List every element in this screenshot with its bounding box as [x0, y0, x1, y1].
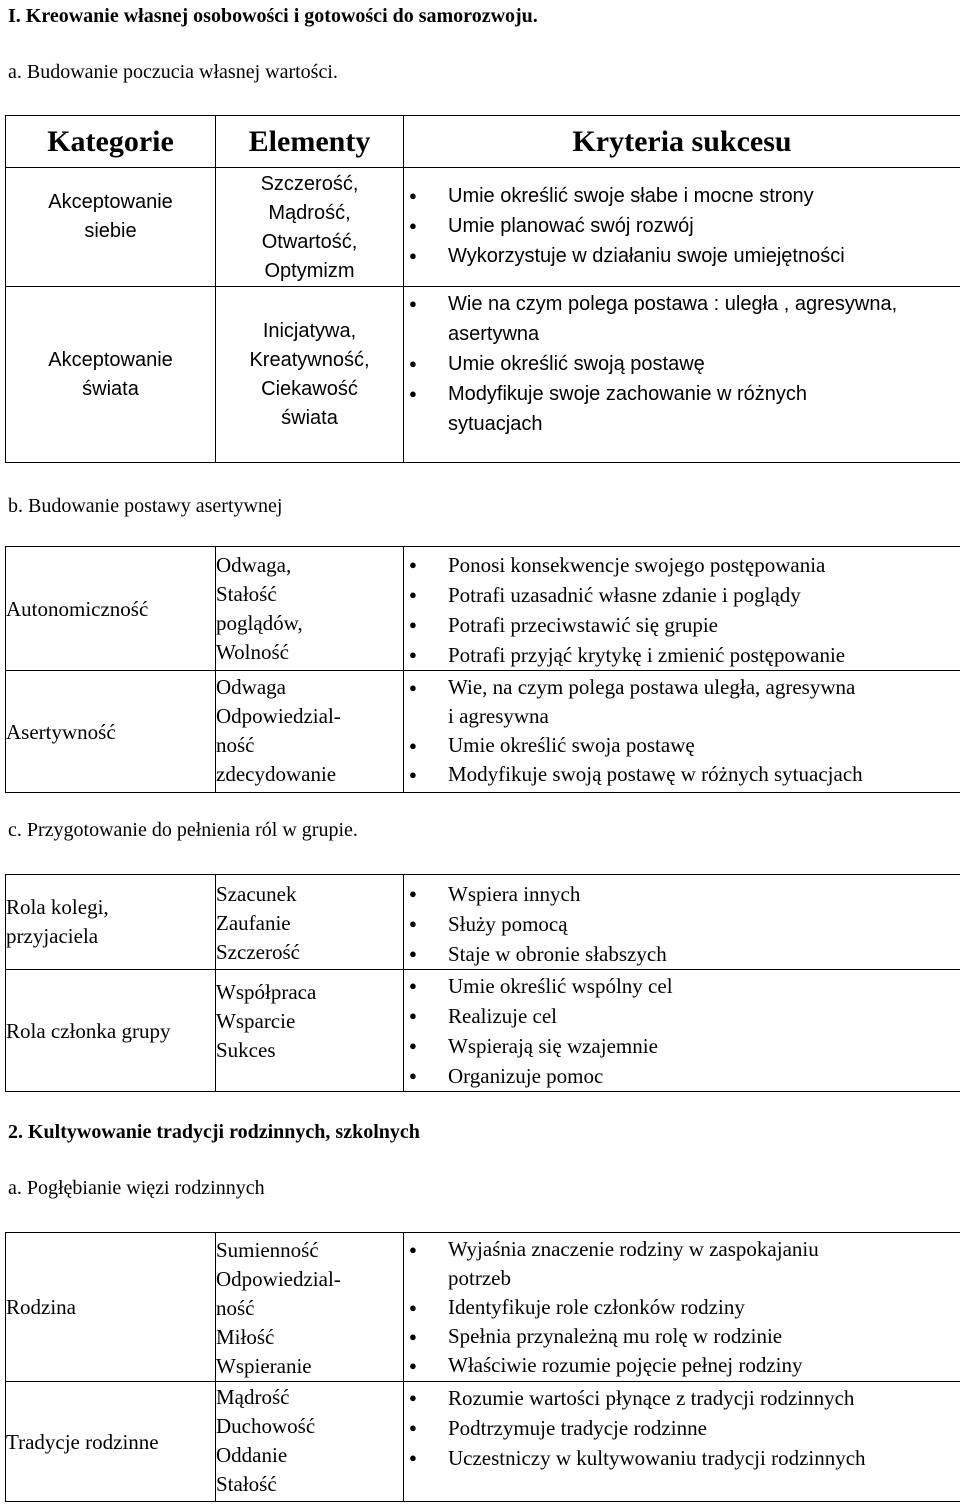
criteria-text: potrzeb — [448, 1266, 511, 1290]
element-line: Miłość — [216, 1325, 275, 1349]
section-subtitle-2a: a. Pogłębianie więzi rodzinnych — [8, 1177, 265, 1199]
category-line: Rola kolegi, — [6, 895, 109, 919]
criteria-item — [404, 379, 960, 439]
criteria-text: ● Wie, na czym polega postawa uległa, agresywna — [448, 675, 856, 699]
criteria-text: ● Realizuje cel — [448, 1004, 558, 1028]
criteria-item — [404, 1293, 960, 1322]
section-title-1b: b. Budowanie postawy asertywnej — [8, 495, 283, 517]
table-header-row — [6, 116, 960, 168]
criteria-text: ● Wykorzystuje w działaniu swoje umiejętności — [448, 245, 845, 267]
criteria-text: ● Potrafi przeciwstawić się grupie — [448, 613, 718, 637]
criteria-text: ● Wspierają się wzajemnie — [448, 1034, 658, 1058]
category-line: Rodzina — [6, 1295, 76, 1319]
element-line: Wspieranie — [216, 1354, 312, 1378]
elements-cell — [216, 970, 404, 1092]
category-cell — [6, 287, 216, 463]
criteria-item — [404, 349, 960, 379]
criteria-item — [404, 610, 960, 640]
table-self-worth — [5, 115, 960, 463]
category-line: Akceptowanie — [48, 348, 173, 371]
element-line: ność — [216, 1296, 255, 1320]
criteria-item — [404, 1235, 960, 1293]
element-line: Sukces — [216, 1038, 276, 1062]
element-line: Sumienność — [216, 1238, 319, 1262]
criteria-text: ● Organizuje pomoc — [448, 1064, 604, 1088]
element-line: Stałość — [216, 1472, 277, 1496]
element-line: Otwartość, — [261, 231, 358, 253]
criteria-text: ● Umie określić wspólny cel — [448, 974, 673, 998]
element-line: Szczerość — [216, 940, 300, 964]
criteria-cell — [404, 547, 960, 671]
criteria-text: ● Podtrzymuje tradycje rodzinne — [448, 1416, 707, 1440]
element-line: Mądrość — [216, 1385, 290, 1409]
criteria-item — [404, 580, 960, 610]
elements-cell — [216, 875, 404, 970]
element-line: Inicjatywa, — [262, 319, 357, 342]
table-assertiveness — [5, 546, 960, 793]
criteria-text: ● Uczestniczy w kultywowaniu tradycji rodzinnych — [448, 1446, 866, 1470]
criteria-text: ● Ponosi konsekwencje swojego postępowania — [448, 553, 826, 577]
elements-cell — [216, 1382, 404, 1502]
element-line: Odpowiedzial- — [216, 1267, 341, 1291]
element-line: świata — [281, 406, 338, 429]
criteria-item — [404, 1322, 960, 1351]
criteria-item — [404, 550, 960, 580]
element-line: Odpowiedzial- — [216, 704, 341, 728]
section-title-1c: c. Przygotowanie do pełnienia ról w grupie. — [8, 819, 358, 841]
elements-cell — [216, 287, 404, 463]
elements-cell — [216, 671, 404, 793]
section-title-2: 2. Kultywowanie tradycji rodzinnych, szkolnych — [8, 1121, 420, 1143]
element-line: Optymizm — [264, 260, 355, 282]
table-row — [6, 1233, 960, 1382]
criteria-text: ● Umie określić swoja postawę — [448, 733, 695, 757]
element-line: Odwaga — [216, 675, 286, 699]
criteria-item — [404, 1383, 960, 1413]
category-cell — [6, 1382, 216, 1502]
header-elementy: Elementy — [216, 116, 404, 168]
criteria-item — [404, 1413, 960, 1443]
criteria-text: ● Właściwie rozumie pojęcie pełnej rodziny — [448, 1353, 803, 1377]
criteria-text: asertywna — [448, 323, 540, 345]
category-line: Rola członka grupy — [6, 1018, 171, 1043]
criteria-cell — [404, 875, 960, 970]
criteria-text: ● Służy pomocą — [448, 912, 568, 936]
category-line: przyjaciela — [6, 924, 99, 948]
table-family-ties — [5, 1232, 960, 1502]
element-line: Oddanie — [216, 1443, 288, 1467]
criteria-item — [404, 241, 960, 271]
criteria-cell — [404, 970, 960, 1092]
element-line: zdecydowanie — [216, 762, 337, 786]
criteria-text: i agresywna — [448, 704, 549, 728]
criteria-text: ● Wspiera innych — [448, 882, 581, 906]
elements-cell — [216, 168, 404, 287]
criteria-text: ● Wyjaśnia znaczenie rodziny w zaspokajaniu — [448, 1237, 819, 1261]
criteria-cell — [404, 168, 960, 287]
criteria-text: ● Potrafi przyjąć krytykę i zmienić postępowanie — [448, 643, 846, 667]
category-line: Asertywność — [6, 719, 116, 744]
category-cell — [6, 875, 216, 970]
criteria-text: sytuacjach — [448, 413, 543, 435]
category-cell — [6, 970, 216, 1092]
table-row — [6, 1382, 960, 1502]
category-line: siebie — [84, 220, 137, 242]
criteria-item — [404, 909, 960, 939]
criteria-item — [404, 1001, 960, 1031]
criteria-text: ● Modyfikuje swoje zachowanie w różnych — [448, 383, 808, 405]
element-line: Kreatywność, — [249, 348, 370, 371]
category-cell — [6, 547, 216, 671]
category-line: Tradycje rodzinne — [6, 1429, 159, 1454]
criteria-item — [404, 1061, 960, 1091]
table-row — [6, 287, 960, 463]
header-kategorie: Kategorie — [6, 116, 216, 168]
criteria-item — [404, 1443, 960, 1473]
criteria-item — [404, 939, 960, 969]
element-line: Szacunek — [216, 882, 297, 906]
criteria-item — [404, 289, 960, 349]
criteria-item — [404, 971, 960, 1001]
table-row — [6, 168, 960, 287]
criteria-text: ● Modyfikuje swoją postawę w różnych sytuacjach — [448, 762, 863, 786]
element-line: Duchowość — [216, 1414, 316, 1438]
element-line: Odwaga, — [216, 553, 292, 577]
elements-cell — [216, 547, 404, 671]
criteria-text: ● Wie na czym polega postawa : uległa , agresywna, — [448, 293, 898, 315]
criteria-text: ● Spełnia przynależną mu rolę w rodzinie — [448, 1324, 783, 1348]
category-cell — [6, 671, 216, 793]
element-line: Współpraca — [216, 980, 317, 1004]
section-title-1: I. Kreowanie własnej osobowości i gotowości do samorozwoju. — [8, 5, 538, 27]
criteria-text: ● Rozumie wartości płynące z tradycji rodzinnych — [448, 1386, 855, 1410]
elements-cell — [216, 1233, 404, 1382]
criteria-text: ● Umie określić swoje słabe i mocne strony — [448, 185, 814, 207]
category-line: świata — [82, 377, 139, 400]
element-line: ność — [216, 733, 255, 757]
category-cell — [6, 168, 216, 287]
header-kryteria: Kryteria sukcesu — [404, 116, 960, 168]
element-line: Wolność — [216, 640, 289, 664]
element-line: Stałość — [216, 582, 277, 606]
table-group-roles — [5, 874, 960, 1092]
criteria-cell — [404, 671, 960, 793]
criteria-text: ● Umie określić swoją postawę — [448, 353, 705, 375]
element-line: Wsparcie — [216, 1009, 296, 1033]
criteria-text: ● Umie planować swój rozwój — [448, 215, 694, 237]
criteria-item — [404, 640, 960, 670]
element-line: poglądów, — [216, 611, 303, 635]
criteria-item — [404, 879, 960, 909]
criteria-item — [404, 1031, 960, 1061]
criteria-text: ● Identyfikuje role członków rodziny — [448, 1295, 745, 1319]
criteria-item — [404, 211, 960, 241]
criteria-text: ● Potrafi uzasadnić własne zdanie i poglądy — [448, 583, 801, 607]
category-line: Autonomiczność — [6, 596, 149, 621]
category-line: Akceptowanie — [48, 191, 173, 213]
table-row — [6, 875, 960, 970]
criteria-item — [404, 760, 960, 789]
element-line: Mądrość, — [268, 202, 351, 224]
criteria-item — [404, 181, 960, 211]
criteria-item — [404, 673, 960, 731]
table-row — [6, 970, 960, 1092]
criteria-item — [404, 1351, 960, 1380]
table-row — [6, 547, 960, 671]
table-row — [6, 671, 960, 793]
criteria-text: ● Staje w obronie słabszych — [448, 942, 667, 966]
criteria-item — [404, 731, 960, 760]
criteria-cell — [404, 1382, 960, 1502]
criteria-cell — [404, 1233, 960, 1382]
section-subtitle-1a: a. Budowanie poczucia własnej wartości. — [8, 61, 338, 83]
category-cell — [6, 1233, 216, 1382]
element-line: Ciekawość — [261, 377, 358, 400]
element-line: Zaufanie — [216, 911, 291, 935]
element-line: Szczerość, — [260, 173, 359, 195]
criteria-cell — [404, 287, 960, 463]
